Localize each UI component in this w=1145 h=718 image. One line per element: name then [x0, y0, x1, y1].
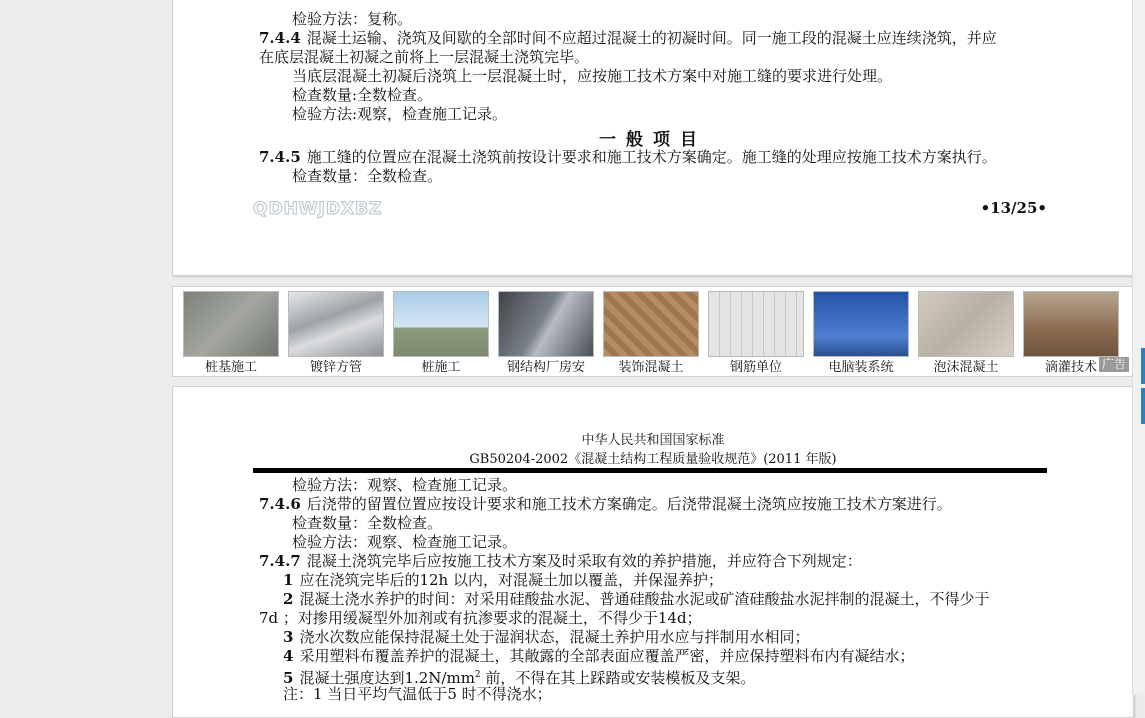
ad-banner [172, 286, 1134, 377]
text-line: 检查数量：全数检查。 [292, 167, 443, 185]
ad-thumbnail[interactable] [498, 291, 594, 357]
ad-item[interactable] [918, 291, 1014, 375]
text-line: 7d ；对掺用缓凝型外加剂或有抗渗要求的混凝土，不得少于14d； [259, 609, 702, 627]
ad-label[interactable]: 镀锌方管 [309, 359, 362, 374]
text-line: 检验方法：观察、检查施工记录。 [292, 476, 518, 494]
text-line: 检查数量：全数检查。 [292, 514, 443, 532]
text-line: 检验方法:观察，检查施工记录。 [292, 105, 508, 123]
ad-label[interactable]: 钢筋单位 [729, 359, 782, 374]
ad-thumbnail[interactable] [708, 291, 804, 357]
ad-item[interactable] [708, 291, 804, 375]
text-line: 检查数量:全数检查。 [292, 86, 433, 104]
document-header-standard: GB50204-2002《混凝土结构工程质量验收规范》(2011 年版) [469, 452, 837, 467]
document-page-13 [172, 0, 1134, 276]
header-rule [253, 468, 1047, 473]
note-line: 注：1 当日平均气温低于5 时不得浇水； [283, 685, 552, 703]
clause-7-4-7: 7.4.7 混凝土浇筑完毕后应按施工技术方案及时采取有效的养护措施，并应符合下列规定： [259, 552, 862, 570]
ad-label[interactable]: 桩基施工 [204, 359, 257, 374]
ad-item[interactable] [813, 291, 909, 375]
clause-7-4-4: 7.4.4 混凝土运输、浇筑及间歇的全部时间不应超过混凝土的初凝时间。同一施工段的混凝土应连续浇筑，并应 [259, 29, 997, 47]
list-item: 4 采用塑料布覆盖养护的混凝土，其敞露的全部表面应覆盖严密，并应保持塑料布内有凝结水； [283, 647, 915, 665]
page-number: •13/25• [980, 199, 1047, 217]
ad-label[interactable]: 装饰混凝土 [618, 359, 684, 374]
ad-label[interactable]: 滴灌技术 [1044, 359, 1097, 374]
ad-thumbnail[interactable] [603, 291, 699, 357]
ad-item[interactable] [183, 291, 279, 375]
ad-thumbnail[interactable] [1023, 291, 1119, 357]
ad-item[interactable] [288, 291, 384, 375]
ad-label[interactable]: 桩施工 [421, 359, 461, 374]
scroll-marker[interactable] [1141, 348, 1145, 384]
list-item: 5 混凝土强度达到$1.2N/mm^2$ 前，不得在其上踩踏或安装模板及支架。 [283, 669, 756, 687]
scroll-marker[interactable] [1141, 388, 1145, 424]
text-line: 当底层混凝土初凝后浇筑上一层混凝土时，应按施工技术方案中对施工缝的要求进行处理。 [292, 67, 893, 85]
clause-7-4-5: 7.4.5 施工缝的位置应在混凝土浇筑前按设计要求和施工技术方案确定。施工缝的处理应按施工技术方案执行。 [259, 148, 997, 166]
list-item: 3 浇水次数应能保持混凝土处于湿润状态，混凝土养护用水应与拌制用水相同； [283, 628, 810, 646]
text-line: 检验方法：观察、检查施工记录。 [292, 533, 518, 551]
ad-thumbnail[interactable] [813, 291, 909, 357]
watermark-logo: QDHWJDXBZ [253, 199, 383, 219]
text-line [292, 0, 562, 2]
document-page-14 [172, 386, 1134, 718]
ad-item[interactable] [603, 291, 699, 375]
ad-thumbnail[interactable] [288, 291, 384, 357]
section-heading: 一般项目 [599, 130, 707, 150]
text-line: 检验方法：复称。 [292, 10, 413, 28]
ad-label[interactable]: 钢结构厂房安 [506, 359, 585, 374]
ad-thumbnail[interactable] [918, 291, 1014, 357]
document-header-title: 中华人民共和国国家标准 [581, 433, 725, 448]
list-item: 2 混凝土浇水养护的时间：对采用硅酸盐水泥、普通硅酸盐水泥或矿渣硅酸盐水泥拌制的混凝土，不得少于 [283, 590, 990, 608]
text-line: 在底层混凝土初凝之前将上一层混凝土浇筑完毕。 [259, 48, 590, 66]
ad-thumbnail[interactable] [393, 291, 489, 357]
ad-tag[interactable]: 广告 [1099, 357, 1129, 372]
list-item: 1 应在浇筑完毕后的12h 以内，对混凝土加以覆盖，并保湿养护； [283, 571, 723, 589]
ad-thumbnail[interactable] [183, 291, 279, 357]
clause-7-4-6: 7.4.6 后浇带的留置位置应按设计要求和施工技术方案确定。后浇带混凝土浇筑应按施工技术方案进行。 [259, 495, 952, 513]
ad-item[interactable] [498, 291, 594, 375]
ad-label[interactable]: 电脑装系统 [828, 359, 894, 374]
ad-label[interactable]: 泡沫混凝土 [933, 359, 999, 374]
ad-item[interactable] [393, 291, 489, 375]
